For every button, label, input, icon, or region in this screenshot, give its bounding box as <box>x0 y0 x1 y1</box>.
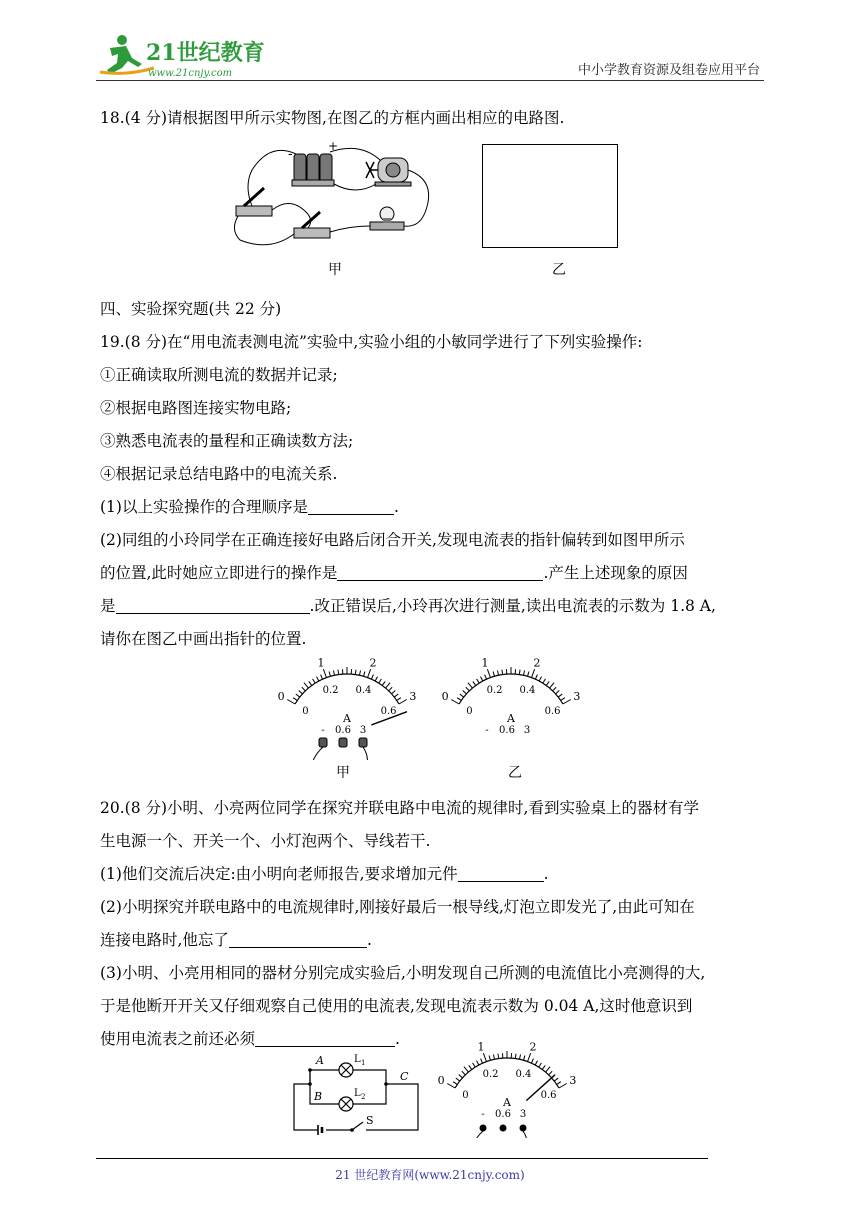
dial-tick <box>287 700 295 705</box>
dial-tick <box>368 669 371 677</box>
q20-ammeter <box>432 1042 582 1138</box>
scale-top-label: 0 <box>437 1074 445 1087</box>
battery-pack <box>292 154 334 186</box>
q20-line-2: 生电源一个、开关一个、小灯泡两个、导线若干. <box>100 832 431 850</box>
q19-step-2: ②根据电路图连接实物电路; <box>100 399 292 417</box>
dial-tick <box>309 681 312 685</box>
lead-wire <box>363 747 368 760</box>
q18-caption-a: 甲 <box>328 262 342 278</box>
dial-tick <box>480 677 482 681</box>
q20-circuit-diagram <box>290 1052 426 1138</box>
dial-tick <box>313 679 316 683</box>
dial-tick <box>355 670 356 675</box>
scale-bottom-label: 0.4 <box>519 684 536 696</box>
dial-tick <box>316 677 318 681</box>
node-a-label: A <box>316 1054 324 1067</box>
q19-part-2-line-4: 请你在图乙中画出指针的位置. <box>100 630 307 648</box>
scale-bottom-label: 0 <box>466 706 473 717</box>
dial-tick <box>531 1059 533 1064</box>
dial-tick <box>386 683 390 688</box>
dial-tick <box>299 691 303 694</box>
dial-tick <box>532 669 535 677</box>
dial-tick <box>329 672 330 677</box>
dial-tick <box>462 1071 465 1075</box>
footer-rule <box>96 1158 708 1159</box>
q19-step-4: ④根据记录总结电路中的电流关系. <box>100 465 338 483</box>
dial-tick <box>535 1061 537 1065</box>
dial-tick <box>502 670 503 675</box>
bulb <box>370 207 404 230</box>
dial-tick <box>389 687 392 691</box>
dial-tick <box>477 679 480 683</box>
dial-tick <box>338 670 339 675</box>
q20-part-2-line-2: 连接电路时,他忘了 . <box>100 931 372 949</box>
lamp-l2-label: L <box>354 1088 361 1099</box>
q19-caption-b: 乙 <box>508 765 522 781</box>
site-logo <box>96 32 266 80</box>
q20-line-1: 20.(8 分)小明、小亮两位同学在探究并联电路中电流的规律时,看到实验桌上的器材有学 <box>100 799 699 817</box>
terminal-label: 3 <box>359 725 367 736</box>
terminal-post <box>319 738 327 747</box>
q19-ammeter-a <box>272 656 422 760</box>
dial-tick <box>523 670 524 675</box>
scale-bottom-label: 0.4 <box>515 1068 532 1080</box>
dial-tick <box>487 669 490 677</box>
dial-tick <box>399 700 407 705</box>
q20-part-3-line-3: 使用电流表之前还必须 . <box>100 1030 400 1048</box>
dial-tick <box>473 1063 476 1067</box>
dial-tick <box>323 669 326 677</box>
dial-tick <box>524 1056 525 1061</box>
terminal-label: - <box>485 725 489 736</box>
dial-tick <box>558 694 562 697</box>
dial-tick <box>481 1059 483 1064</box>
dial-tick <box>535 675 537 680</box>
scale-top-label: 3 <box>569 1074 577 1087</box>
dial-tick <box>457 698 461 701</box>
q18-physical-circuit-figure <box>230 140 440 260</box>
scale-bottom-label: 0.2 <box>482 1068 499 1080</box>
terminal-label: 0.6 <box>499 725 515 736</box>
dial-tick <box>542 1065 545 1069</box>
dial-arc <box>295 674 399 704</box>
dial-tick <box>375 677 377 681</box>
scale-top-label: 1 <box>317 656 325 670</box>
battery-minus-label: - <box>288 146 293 162</box>
terminal-post <box>339 738 347 747</box>
header-tagline: 中小学教育资源及组卷应用平台 <box>577 63 760 78</box>
dial-tick <box>469 1065 472 1069</box>
q20-part-3-line-2: 于是他断开开关又仔细观察自己使用的电流表,发现电流表示数为 0.04 A,这时他意识到 <box>100 997 693 1015</box>
lead-wire <box>471 1131 483 1138</box>
dial-tick <box>546 681 549 685</box>
q19-step-3: ③熟悉电流表的量程和正确读数方法; <box>100 432 354 450</box>
section-4-title: 四、实验探究题(共 22 分) <box>100 300 282 318</box>
terminal-post <box>480 1125 487 1132</box>
lamp-l1-subscript: 1 <box>361 1059 366 1067</box>
dial-tick <box>539 1063 542 1067</box>
dial-tick <box>539 677 541 681</box>
dial-tick <box>485 675 487 680</box>
header-rule <box>96 80 764 81</box>
q18-stem: 18.(4 分)请根据图甲所示实物图,在图乙的方框内画出相应的电路图. <box>100 109 565 127</box>
motor <box>366 158 411 186</box>
dial-tick <box>464 1067 468 1072</box>
dial-tick <box>553 687 556 691</box>
dial-arc <box>455 1058 559 1088</box>
q20-blank-1[interactable] <box>458 865 544 882</box>
q19-part-2-line-3: 是 .改正错误后,小玲再次进行测量,读出电流表的示数为 1.8 A, <box>100 597 716 615</box>
terminal-label: - <box>481 1109 485 1120</box>
switch-1 <box>236 188 272 216</box>
scale-bottom-label: 0 <box>462 1090 469 1101</box>
q20-blank-2[interactable] <box>229 931 367 948</box>
dial-tick <box>563 700 571 705</box>
scale-top-label: 1 <box>481 656 489 670</box>
dial-tick <box>460 694 464 697</box>
switch-2 <box>294 212 330 238</box>
scale-bottom-label: 0.6 <box>540 1090 557 1101</box>
scale-top-label: 3 <box>409 690 417 703</box>
dial-tick <box>359 670 360 675</box>
terminal-label: 3 <box>519 1109 527 1120</box>
dial-tick <box>392 691 396 694</box>
dial-tick <box>483 1053 486 1061</box>
scale-bottom-label: 0.2 <box>322 684 339 696</box>
lamp-l1-label: L <box>354 1054 361 1065</box>
scale-top-label: 2 <box>529 1042 537 1054</box>
q19-step-1: ①正确读取所测电流的数据并记录; <box>100 366 338 384</box>
lamp-l2-subscript: 2 <box>361 1093 366 1101</box>
scale-top-label: 2 <box>533 656 541 670</box>
logo-title: 21世纪教育 <box>146 40 265 66</box>
dial-tick <box>394 694 398 697</box>
dial-tick <box>397 698 401 701</box>
dial-tick <box>453 1082 457 1085</box>
terminal-label: 0.6 <box>495 1109 511 1120</box>
unit-label: A <box>503 1096 511 1109</box>
dial-tick <box>493 1054 494 1059</box>
terminal-post <box>520 1125 527 1132</box>
scale-top-label: 0 <box>441 690 449 703</box>
scale-bottom-label: 0 <box>302 706 309 717</box>
dial-tick <box>559 1084 567 1089</box>
dial-tick <box>554 1078 558 1081</box>
dial-tick <box>498 1054 499 1059</box>
dial-tick <box>456 1078 460 1081</box>
scale-top-label: 0 <box>277 690 285 703</box>
dial-tick <box>321 675 323 680</box>
dial-tick <box>515 1054 516 1059</box>
dial-tick <box>556 691 560 694</box>
scale-bottom-label: 0.6 <box>380 706 397 717</box>
dial-tick <box>379 679 382 683</box>
dial-tick <box>302 687 305 691</box>
q19-ammeter-b <box>436 656 586 736</box>
q19-part-2-line-2: 的位置,此时她应立即进行的操作是 .产生上述现象的原因 <box>100 564 688 582</box>
q20-part-1: (1)他们交流后决定:由小明向老师报告,要求增加元件 . <box>100 865 549 883</box>
unit-label: A <box>507 712 515 725</box>
q19-blank-2[interactable] <box>337 564 543 581</box>
dial-tick <box>304 683 308 688</box>
dial-tick <box>463 691 467 694</box>
dial-tick <box>543 679 546 683</box>
dial-tick <box>561 698 565 701</box>
terminal-label: - <box>321 725 325 736</box>
scale-top-label: 2 <box>369 656 377 670</box>
lead-wire <box>523 1131 528 1138</box>
dial-tick <box>364 672 365 677</box>
dial-tick <box>528 672 529 677</box>
scale-top-label: 1 <box>477 1042 485 1054</box>
dial-arc <box>459 674 563 704</box>
q20-part-3-line-1: (3)小明、小亮用相同的器材分别完成实验后,小明发现自己所测的电流值比小亮测得的大, <box>100 964 706 982</box>
q19-blank-1[interactable] <box>308 498 394 515</box>
q18-caption-b: 乙 <box>552 262 566 278</box>
lead-wire <box>311 747 323 760</box>
dial-tick <box>468 683 472 688</box>
q19-blank-3[interactable] <box>116 597 310 614</box>
dial-tick <box>497 670 498 675</box>
terminal-label: 0.6 <box>335 725 351 736</box>
dial-tick <box>473 681 476 685</box>
terminal-label: 3 <box>523 725 531 736</box>
dial-tick <box>549 1071 552 1075</box>
terminal-post <box>359 738 367 747</box>
battery-plus-label: + <box>328 140 339 153</box>
dial-tick <box>546 1067 550 1072</box>
dial-tick <box>489 1056 490 1061</box>
dial-tick <box>557 1082 561 1085</box>
dial-tick <box>459 1075 463 1078</box>
dial-tick <box>519 1054 520 1059</box>
switch-s-label: S <box>366 1114 374 1127</box>
dial-tick <box>528 1053 531 1061</box>
dial-tick <box>550 683 554 688</box>
scale-top-label: 3 <box>573 690 581 703</box>
footer-text: 21 世纪教育网(www.21cnjy.com) <box>335 1168 525 1182</box>
dial-tick <box>296 694 300 697</box>
terminal-post <box>500 1125 507 1132</box>
dial-tick <box>371 675 373 680</box>
dial-tick <box>451 700 459 705</box>
dial-tick <box>333 670 334 675</box>
dial-tick <box>519 670 520 675</box>
logo-url: www.21cnjy.com <box>148 68 233 79</box>
dial-tick <box>382 681 385 685</box>
node-b-label: B <box>314 1090 323 1103</box>
dial-tick <box>447 1084 455 1089</box>
q19-part-2-line-1: (2)同组的小玲同学在正确连接好电路后闭合开关,发现电流表的指针偏转到如图甲所示 <box>100 531 685 549</box>
dial-tick <box>293 698 297 701</box>
dial-tick <box>466 687 469 691</box>
q19-caption-a: 甲 <box>336 765 350 781</box>
q20-blank-3[interactable] <box>255 1030 395 1047</box>
q18-answer-box <box>482 144 618 248</box>
q19-stem: 19.(8 分)在“用电流表测电流”实验中,实验小组的小敏同学进行了下列实验操作: <box>100 333 643 351</box>
scale-bottom-label: 0.2 <box>486 684 503 696</box>
dial-tick <box>476 1061 478 1065</box>
q20-part-2-line-1: (2)小明探究并联电路中的电流规律时,刚接好最后一根导线,灯泡立即发光了,由此可知在 <box>100 898 695 916</box>
node-c-label: C <box>400 1070 409 1083</box>
q19-part-1: (1)以上实验操作的合理顺序是 . <box>100 498 399 516</box>
dial-tick <box>493 672 494 677</box>
unit-label: A <box>343 712 351 725</box>
scale-bottom-label: 0.4 <box>355 684 372 696</box>
scale-bottom-label: 0.6 <box>544 706 561 717</box>
